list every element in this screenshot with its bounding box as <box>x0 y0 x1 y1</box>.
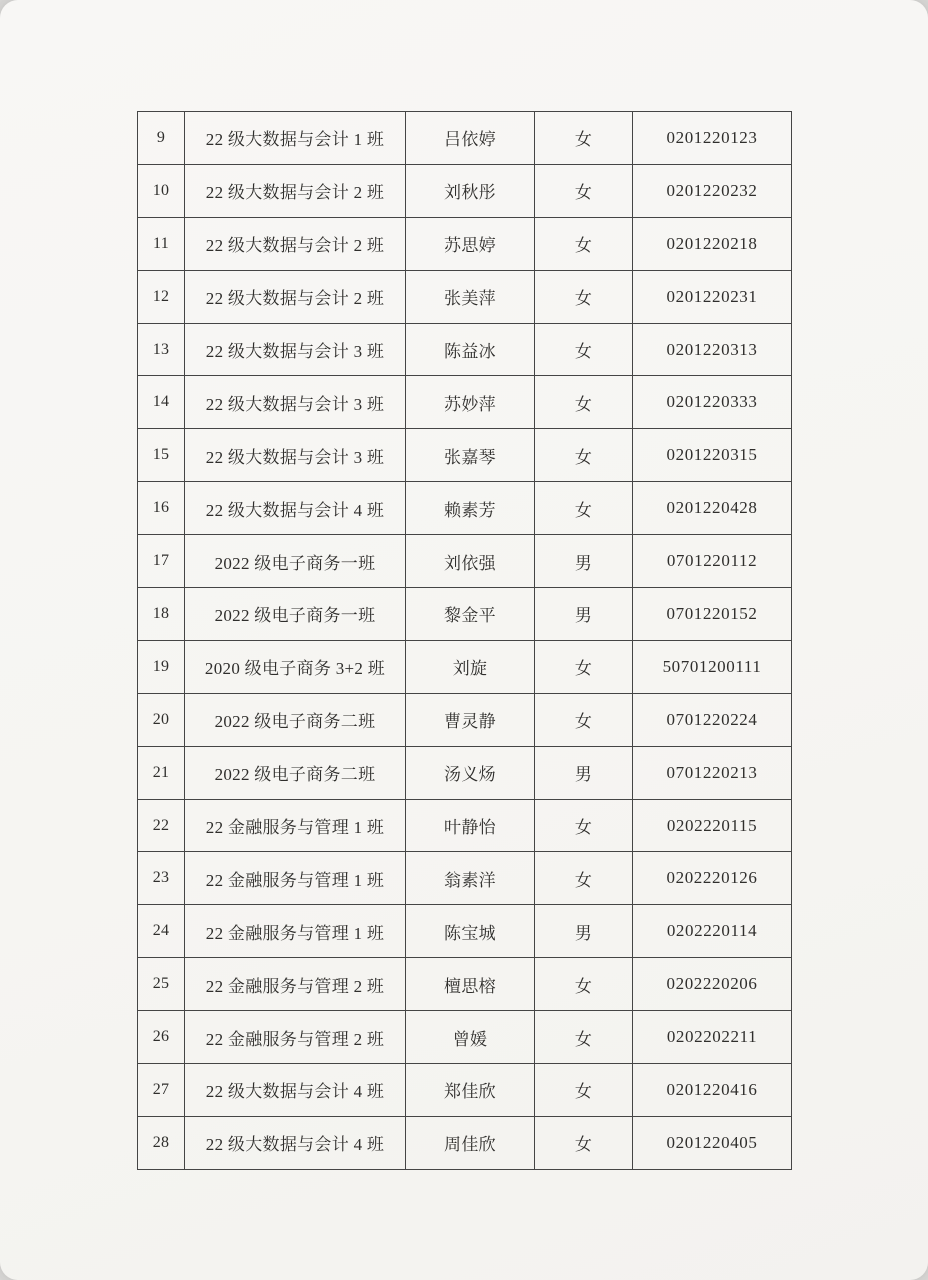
cell-student-id: 0701220152 <box>633 588 792 641</box>
cell-class-name: 22 级大数据与会计 1 班 <box>185 112 406 165</box>
cell-student-name: 汤义炀 <box>406 746 535 799</box>
cell-row-number: 16 <box>138 482 185 535</box>
cell-student-id: 0201220232 <box>633 164 792 217</box>
cell-gender: 男 <box>535 905 633 958</box>
cell-row-number: 13 <box>138 323 185 376</box>
table-row <box>138 693 792 746</box>
cell-student-id: 0201220416 <box>633 1064 792 1117</box>
cell-student-id: 0202220114 <box>633 905 792 958</box>
cell-student-id: 0201220405 <box>633 1116 792 1169</box>
table-row <box>138 164 792 217</box>
table-row <box>138 958 792 1011</box>
cell-student-id: 0201220218 <box>633 217 792 270</box>
cell-class-name: 22 金融服务与管理 1 班 <box>185 905 406 958</box>
cell-student-name: 苏思婷 <box>406 217 535 270</box>
student-roster <box>137 111 792 1170</box>
cell-student-id: 0202220206 <box>633 958 792 1011</box>
table-row <box>138 535 792 588</box>
cell-class-name: 22 金融服务与管理 1 班 <box>185 852 406 905</box>
cell-student-id: 50701200111 <box>633 640 792 693</box>
cell-student-name: 陈益冰 <box>406 323 535 376</box>
cell-row-number: 21 <box>138 746 185 799</box>
cell-gender: 女 <box>535 958 633 1011</box>
cell-gender: 女 <box>535 852 633 905</box>
table-row <box>138 1116 792 1169</box>
cell-row-number: 10 <box>138 164 185 217</box>
cell-row-number: 23 <box>138 852 185 905</box>
cell-student-id: 0701220224 <box>633 693 792 746</box>
table-row <box>138 217 792 270</box>
cell-gender: 女 <box>535 164 633 217</box>
cell-class-name: 22 级大数据与会计 4 班 <box>185 1064 406 1117</box>
cell-student-id: 0201220123 <box>633 112 792 165</box>
cell-student-name: 苏妙萍 <box>406 376 535 429</box>
cell-row-number: 24 <box>138 905 185 958</box>
roster-body <box>138 112 792 1170</box>
cell-student-name: 陈宝城 <box>406 905 535 958</box>
cell-student-name: 叶静怡 <box>406 799 535 852</box>
cell-class-name: 22 级大数据与会计 2 班 <box>185 217 406 270</box>
cell-gender: 女 <box>535 1116 633 1169</box>
cell-gender: 男 <box>535 535 633 588</box>
cell-row-number: 9 <box>138 112 185 165</box>
table-row <box>138 376 792 429</box>
cell-gender: 女 <box>535 1011 633 1064</box>
table-row <box>138 1011 792 1064</box>
cell-student-id: 0201220333 <box>633 376 792 429</box>
cell-row-number: 28 <box>138 1116 185 1169</box>
cell-class-name: 22 级大数据与会计 2 班 <box>185 270 406 323</box>
cell-student-id: 0201220313 <box>633 323 792 376</box>
cell-row-number: 20 <box>138 693 185 746</box>
cell-student-name: 张美萍 <box>406 270 535 323</box>
cell-class-name: 2022 级电子商务二班 <box>185 693 406 746</box>
cell-student-name: 黎金平 <box>406 588 535 641</box>
cell-row-number: 11 <box>138 217 185 270</box>
table-row <box>138 588 792 641</box>
table-row <box>138 746 792 799</box>
cell-row-number: 27 <box>138 1064 185 1117</box>
cell-gender: 女 <box>535 376 633 429</box>
cell-gender: 女 <box>535 640 633 693</box>
table-row <box>138 482 792 535</box>
cell-class-name: 22 级大数据与会计 3 班 <box>185 429 406 482</box>
cell-student-name: 翁素洋 <box>406 852 535 905</box>
cell-student-id: 0701220213 <box>633 746 792 799</box>
cell-student-name: 吕依婷 <box>406 112 535 165</box>
cell-student-name: 周佳欣 <box>406 1116 535 1169</box>
table-row <box>138 799 792 852</box>
cell-student-name: 刘秋彤 <box>406 164 535 217</box>
cell-gender: 女 <box>535 799 633 852</box>
cell-class-name: 22 级大数据与会计 2 班 <box>185 164 406 217</box>
cell-student-name: 曹灵静 <box>406 693 535 746</box>
table-row <box>138 270 792 323</box>
cell-gender: 女 <box>535 482 633 535</box>
cell-student-name: 郑佳欣 <box>406 1064 535 1117</box>
cell-gender: 女 <box>535 1064 633 1117</box>
cell-gender: 女 <box>535 323 633 376</box>
cell-student-name: 张嘉琴 <box>406 429 535 482</box>
cell-student-id: 0202220115 <box>633 799 792 852</box>
cell-class-name: 22 级大数据与会计 3 班 <box>185 376 406 429</box>
table-row <box>138 640 792 693</box>
cell-class-name: 22 级大数据与会计 4 班 <box>185 482 406 535</box>
cell-class-name: 22 金融服务与管理 1 班 <box>185 799 406 852</box>
cell-gender: 女 <box>535 217 633 270</box>
cell-student-id: 0701220112 <box>633 535 792 588</box>
cell-row-number: 26 <box>138 1011 185 1064</box>
cell-row-number: 25 <box>138 958 185 1011</box>
cell-row-number: 15 <box>138 429 185 482</box>
table-row <box>138 112 792 165</box>
cell-student-id: 0202202211 <box>633 1011 792 1064</box>
cell-gender: 男 <box>535 746 633 799</box>
cell-student-name: 曾媛 <box>406 1011 535 1064</box>
cell-row-number: 12 <box>138 270 185 323</box>
cell-class-name: 2022 级电子商务一班 <box>185 535 406 588</box>
cell-student-id: 0202220126 <box>633 852 792 905</box>
cell-class-name: 2020 级电子商务 3+2 班 <box>185 640 406 693</box>
table-row <box>138 905 792 958</box>
cell-gender: 女 <box>535 429 633 482</box>
cell-gender: 男 <box>535 588 633 641</box>
table-row <box>138 1064 792 1117</box>
cell-student-name: 刘旋 <box>406 640 535 693</box>
table-row <box>138 429 792 482</box>
cell-gender: 女 <box>535 112 633 165</box>
cell-student-id: 0201220231 <box>633 270 792 323</box>
cell-row-number: 14 <box>138 376 185 429</box>
cell-row-number: 22 <box>138 799 185 852</box>
cell-class-name: 22 金融服务与管理 2 班 <box>185 958 406 1011</box>
cell-row-number: 17 <box>138 535 185 588</box>
cell-student-name: 檀思榕 <box>406 958 535 1011</box>
cell-student-id: 0201220428 <box>633 482 792 535</box>
cell-student-name: 赖素芳 <box>406 482 535 535</box>
cell-row-number: 19 <box>138 640 185 693</box>
student-roster-table <box>137 111 792 1170</box>
cell-gender: 女 <box>535 693 633 746</box>
cell-class-name: 2022 级电子商务一班 <box>185 588 406 641</box>
cell-class-name: 22 金融服务与管理 2 班 <box>185 1011 406 1064</box>
cell-class-name: 22 级大数据与会计 4 班 <box>185 1116 406 1169</box>
cell-student-name: 刘依强 <box>406 535 535 588</box>
cell-row-number: 18 <box>138 588 185 641</box>
cell-student-id: 0201220315 <box>633 429 792 482</box>
table-row <box>138 852 792 905</box>
cell-class-name: 22 级大数据与会计 3 班 <box>185 323 406 376</box>
table-row <box>138 323 792 376</box>
cell-gender: 女 <box>535 270 633 323</box>
cell-class-name: 2022 级电子商务二班 <box>185 746 406 799</box>
